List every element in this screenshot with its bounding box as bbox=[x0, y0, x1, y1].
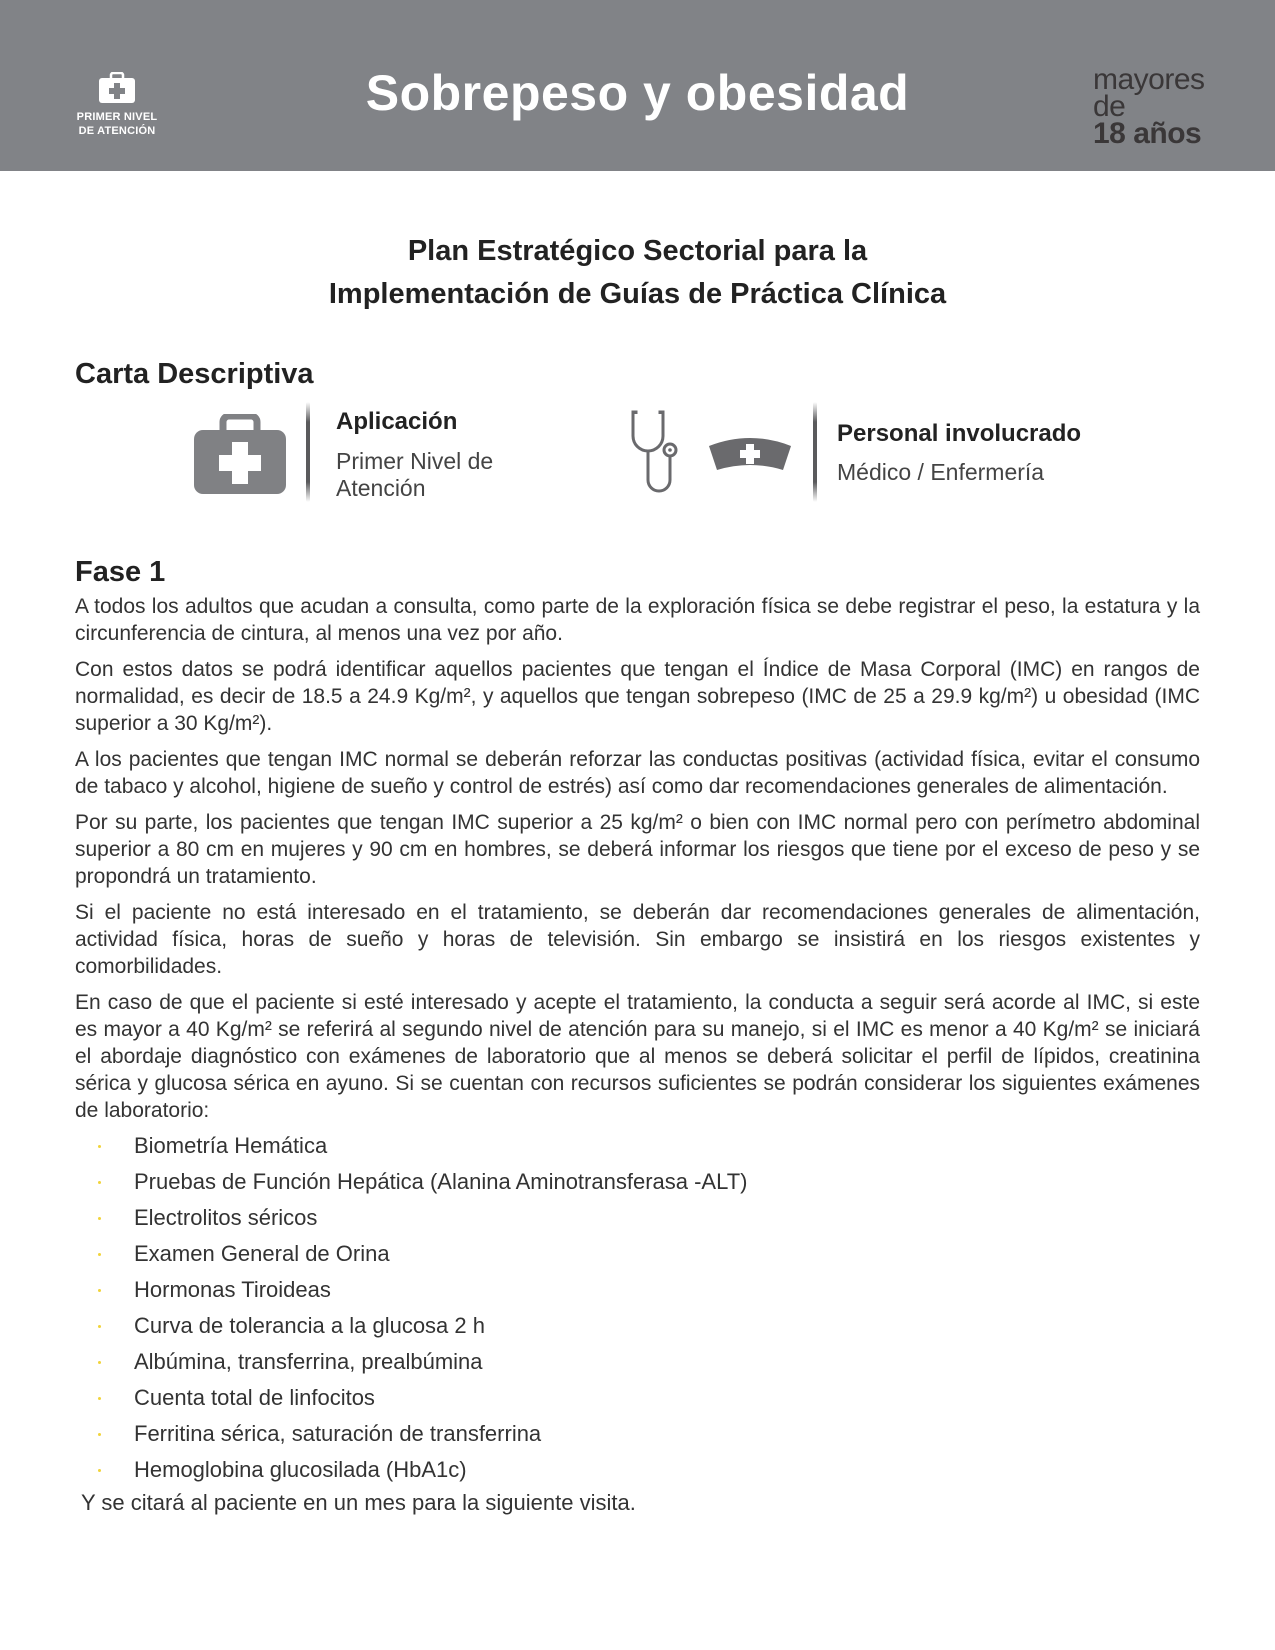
page-header bbox=[0, 0, 1275, 171]
paragraph: A los pacientes que tengan IMC normal se deberán reforzar las conductas positivas (actividad física, evitar el consumo de tabaco y alcohol, higiene de sueño y control de estrés) así como dar recomendaciones generales de alimentación. bbox=[75, 748, 1200, 798]
document-subtitle bbox=[0, 230, 1275, 316]
bullet-icon bbox=[98, 1469, 101, 1472]
paragraph: Si el paciente no está interesado en el tratamiento, se deberán dar recomendaciones generales de alimentación, actividad física, horas de sueño y horas de televisión. Sin embargo se insistirá en los riesgos existentes y comorbilidades. bbox=[75, 901, 1200, 978]
list-item bbox=[75, 1274, 1200, 1310]
age-line-1: mayores bbox=[1093, 63, 1205, 96]
nurse-cap-icon bbox=[709, 436, 791, 472]
fase-1-body bbox=[75, 593, 1200, 1518]
list-item-text: Hormonas Tiroideas bbox=[134, 1277, 331, 1302]
list-item bbox=[75, 1418, 1200, 1454]
age-line-2: de bbox=[1093, 90, 1126, 123]
page-title: Sobrepeso y obesidad bbox=[365, 65, 910, 121]
list-item bbox=[75, 1166, 1200, 1202]
list-item-text: Biometría Hemática bbox=[134, 1133, 328, 1158]
list-item-text: Pruebas de Función Hepática (Alanina Aminotransferasa -ALT) bbox=[134, 1169, 748, 1194]
stethoscope-icon bbox=[630, 410, 682, 498]
aplicacion-label: Aplicación bbox=[336, 408, 458, 435]
bullet-icon bbox=[98, 1433, 101, 1436]
closing-text: Y se citará al paciente en un mes para la siguiente visita. bbox=[81, 1490, 636, 1515]
bullet-icon bbox=[98, 1145, 101, 1148]
list-item-text: Cuenta total de linfocitos bbox=[134, 1385, 375, 1410]
bullet-icon bbox=[98, 1289, 101, 1292]
list-item-text: Albúmina, transferrina, prealbúmina bbox=[134, 1349, 483, 1374]
list-item-text: Hemoglobina glucosilada (HbA1c) bbox=[134, 1457, 467, 1482]
list-item bbox=[75, 1238, 1200, 1274]
paragraph: Por su parte, los pacientes que tengan IMC superior a 25 kg/m² o bien con IMC normal pero con perímetro abdominal superior a 80 cm en mujeres y 90 cm en hombres, se deberá informar los riesgos que tiene por el exceso de peso y se propondrá un tratamiento. bbox=[75, 811, 1200, 888]
bullet-icon bbox=[98, 1253, 101, 1256]
bullet-icon bbox=[98, 1397, 101, 1400]
subtitle-line-1: Plan Estratégico Sectorial para la bbox=[407, 235, 868, 267]
fase-1-heading: Fase 1 bbox=[75, 556, 166, 588]
subtitle-line-2: Implementación de Guías de Práctica Clínica bbox=[328, 278, 947, 310]
age-line-3: 18 años bbox=[1093, 117, 1202, 150]
medical-kit-icon bbox=[194, 414, 286, 496]
logo-line-1: PRIMER NIVEL bbox=[76, 111, 158, 123]
list-item bbox=[75, 1130, 1200, 1166]
bullet-icon bbox=[98, 1217, 101, 1220]
age-badge bbox=[1093, 63, 1205, 150]
paragraph: En caso de que el paciente si esté interesado y acepte el tratamiento, la conducta a seguir será acorde al IMC, si este es mayor a 40 Kg/m² se referirá al segundo nivel de atención para su manejo, si el IMC es menor a 40 Kg/m² se iniciará el abordaje diagnóstico con exámenes de laboratorio que al menos se deberá solicitar el perfil de lípidos, creatinina sérica y glucosa sérica en ayuno. Si se cuentan con recursos suficientes se podrán considerar los siguientes exámenes de laboratorio: bbox=[75, 991, 1200, 1122]
divider bbox=[306, 402, 310, 502]
paragraph: Con estos datos se podrá identificar aquellos pacientes que tengan el Índice de Masa Corporal (IMC) en rangos de normalidad, es decir de 18.5 a 24.9 Kg/m², y aquellos que tengan sobrepeso (IMC de 25 a 29.9 kg/m²) u obesidad (IMC superior a 30 Kg/m²). bbox=[75, 658, 1200, 735]
personal-label: Personal involucrado bbox=[837, 420, 1082, 447]
list-item-text: Electrolitos séricos bbox=[134, 1205, 318, 1230]
list-item-text: Curva de tolerancia a la glucosa 2 h bbox=[134, 1313, 485, 1338]
list-item bbox=[75, 1202, 1200, 1238]
list-item bbox=[75, 1346, 1200, 1382]
aplicacion-value-line-1: Primer Nivel de bbox=[336, 448, 494, 474]
personal-value: Médico / Enfermería bbox=[837, 459, 1045, 485]
list-item bbox=[75, 1310, 1200, 1346]
paragraph: A todos los adultos que acudan a consulta, como parte de la exploración física se debe registrar el peso, la estatura y la circunferencia de cintura, al menos una vez por año. bbox=[75, 595, 1200, 645]
list-item bbox=[75, 1382, 1200, 1418]
carta-descriptiva-heading: Carta Descriptiva bbox=[75, 358, 314, 390]
lab-exams-list bbox=[75, 1130, 1200, 1490]
list-item bbox=[75, 1454, 1200, 1490]
logo-line-2: DE ATENCIÓN bbox=[78, 125, 156, 137]
aplicacion-block bbox=[190, 402, 590, 502]
bullet-icon bbox=[98, 1325, 101, 1328]
list-item-text: Ferritina sérica, saturación de transferrina bbox=[134, 1421, 542, 1446]
bullet-icon bbox=[98, 1181, 101, 1184]
personal-block bbox=[625, 402, 1105, 502]
bullet-icon bbox=[98, 1361, 101, 1364]
divider bbox=[813, 402, 817, 502]
aplicacion-value-line-2: Atención bbox=[336, 475, 426, 501]
list-item-text: Examen General de Orina bbox=[134, 1241, 390, 1266]
aplicacion-value bbox=[336, 448, 493, 502]
